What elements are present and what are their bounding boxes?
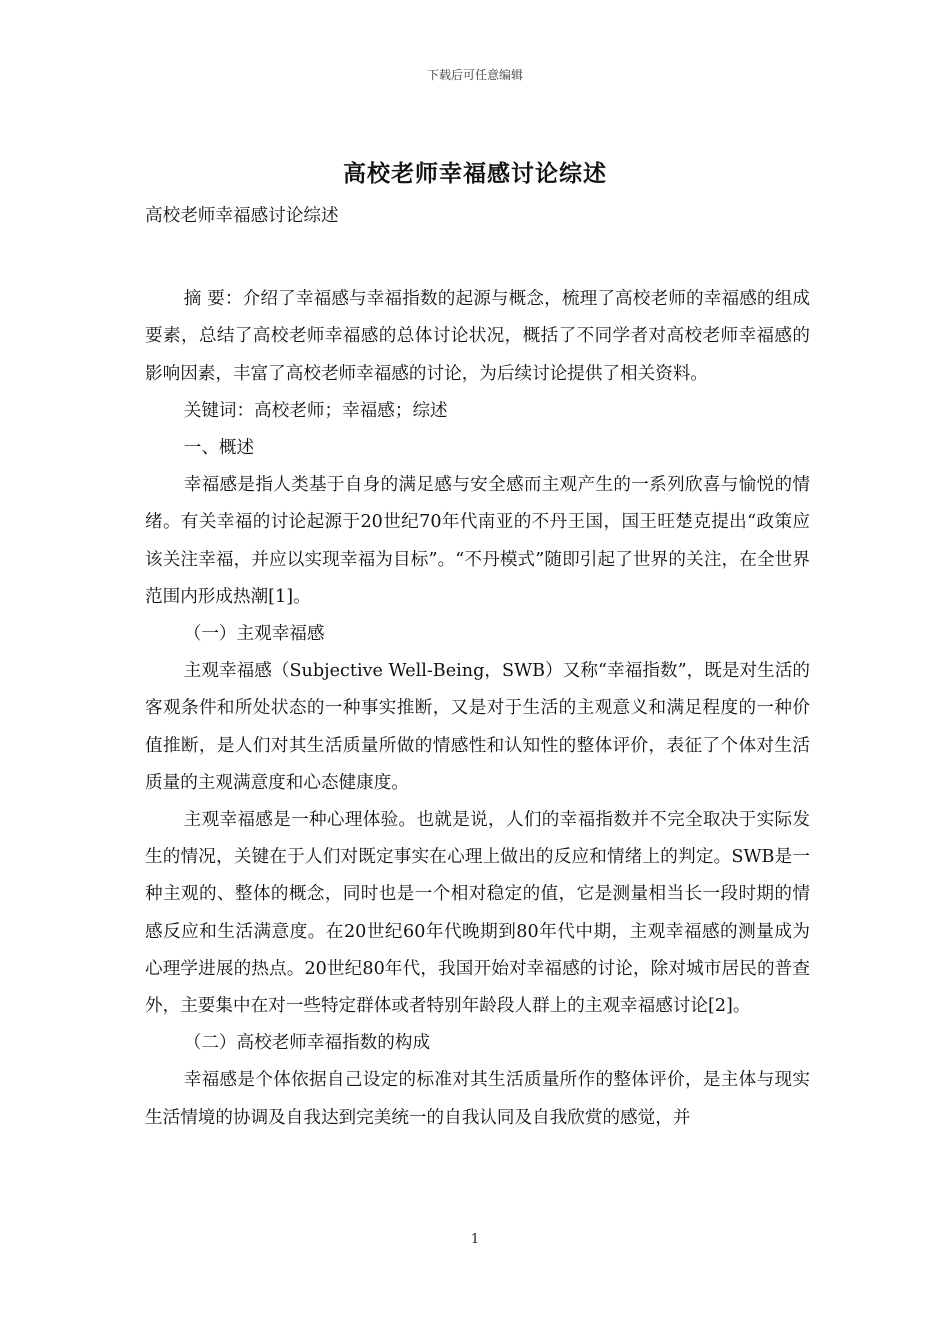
paragraph: 主观幸福感是一种心理体验。也就是说，人们的幸福指数并不完全取决于实际发生的情况，关键在于人们对既定事实在心理上做出的反应和情绪上的判定。SWB是一种主观的、整体的概念，同时也是一个相对稳定的值，它是测量相当长一段时期的情感反应和生活满意度。在20世纪60年代晚期到80年代中期，主观幸福感的测量成为心理学进展的热点。20世纪80年代，我国开始对幸福感的讨论，除对城市居民的普查外，主要集中在对一些特定群体或者特别年龄段人群上的主观幸福感讨论[2]。 [145, 810, 810, 1017]
header-note: 下载后可任意编辑 [426, 68, 523, 82]
section-heading-overview: 一、概述 [183, 438, 255, 459]
paragraph: 幸福感是指人类基于自身的满足感与安全感而主观产生的一系列欣喜与愉悦的情绪。有关幸福的讨论起源于20世纪70年代南亚的不丹王国，国王旺楚克提出“政策应该关注幸福，并应以实现幸福为目标”。“不丹模式”随即引起了世界的关注，在全世界范围内形成热潮[1]。 [145, 475, 810, 607]
paragraph: 幸福感是个体依据自己设定的标准对其生活质量所作的整体评价，是主体与现实生活情境的协调及自我达到完美统一的自我认同及自我欣赏的感觉，并 [145, 1070, 810, 1128]
subsection-heading-subjective-wellbeing: （一）主观幸福感 [183, 624, 325, 645]
abstract-paragraph: 摘 要：介绍了幸福感与幸福指数的起源与概念，梳理了高校老师的幸福感的组成要素，总结了高校老师幸福感的总体讨论状况，概括了不同学者对高校老师幸福感的影响因素，丰富了高校老师幸福感的讨论，为后续讨论提供了相关资料。 [145, 289, 810, 384]
document-body [145, 198, 810, 1137]
paragraph: 主观幸福感（Subjective Well-Being，SWB）又称“幸福指数”，既是对生活的客观条件和所处状态的一种事实推断，又是对于生活的主观意义和满足程度的一种价值推断，是人们对其生活质量所做的情感性和认知性的整体评价，表征了个体对生活质量的主观满意度和心态健康度。 [145, 661, 810, 793]
document-title: 高校老师幸福感讨论综述 [343, 160, 607, 187]
subtitle: 高校老师幸福感讨论综述 [145, 206, 339, 226]
keywords-line: 关键词：高校老师；幸福感；综述 [183, 400, 448, 421]
page-number: 1 [470, 1232, 480, 1247]
subsection-heading-index-composition: （二）高校老师幸福指数的构成 [183, 1033, 431, 1054]
